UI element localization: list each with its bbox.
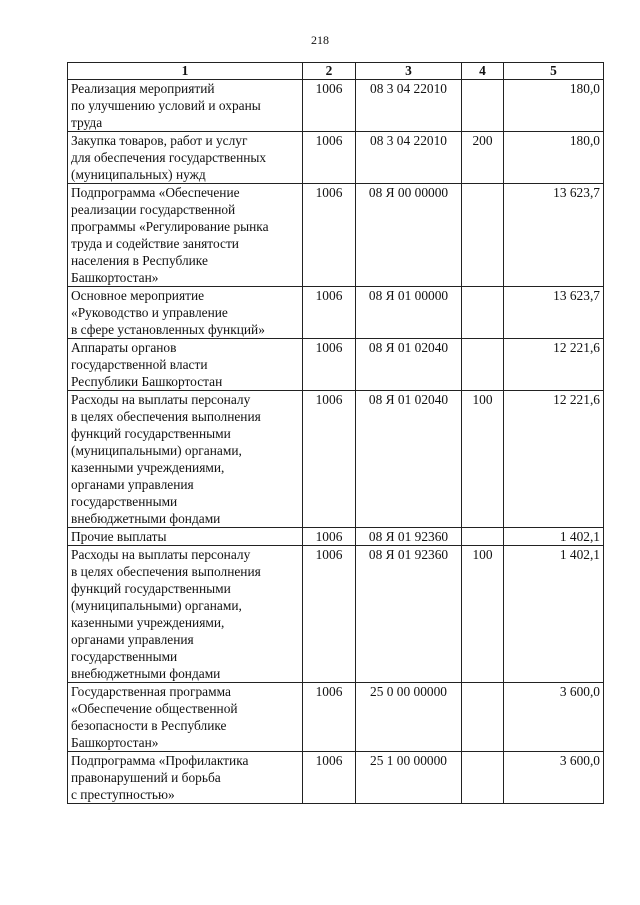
row-section-code: 1006 xyxy=(303,752,356,804)
row-target-code: 08 Я 01 92360 xyxy=(356,546,462,683)
row-target-code: 08 Я 01 02040 xyxy=(356,339,462,391)
row-expense-type xyxy=(462,80,504,132)
row-amount: 180,0 xyxy=(504,132,604,184)
row-name: Закупка товаров, работ и услуг для обеспечения государственных (муниципальных) нужд xyxy=(68,132,303,184)
row-name: Расходы на выплаты персоналу в целях обеспечения выполнения функций государственными (муниципальными) органами, казенными учреждениями, органами управления государственными внебюджетными фондами xyxy=(68,391,303,528)
row-target-code: 08 Я 01 92360 xyxy=(356,528,462,546)
row-name: Основное мероприятие «Руководство и управление в сфере установленных функций» xyxy=(68,287,303,339)
row-name: Аппараты органов государственной власти Республики Башкортостан xyxy=(68,339,303,391)
row-expense-type: 100 xyxy=(462,391,504,528)
row-amount: 3 600,0 xyxy=(504,752,604,804)
row-expense-type xyxy=(462,752,504,804)
column-header-2: 2 xyxy=(303,63,356,80)
table-row xyxy=(68,752,604,804)
row-expense-type: 200 xyxy=(462,132,504,184)
row-amount: 13 623,7 xyxy=(504,184,604,287)
row-section-code: 1006 xyxy=(303,80,356,132)
row-amount: 3 600,0 xyxy=(504,683,604,752)
row-target-code: 08 Я 00 00000 xyxy=(356,184,462,287)
row-expense-type: 100 xyxy=(462,546,504,683)
column-header-1: 1 xyxy=(68,63,303,80)
row-name: Реализация мероприятий по улучшению условий и охраны труда xyxy=(68,80,303,132)
row-target-code: 08 Я 01 02040 xyxy=(356,391,462,528)
table-row xyxy=(68,546,604,683)
row-target-code: 25 1 00 00000 xyxy=(356,752,462,804)
table-row xyxy=(68,132,604,184)
row-section-code: 1006 xyxy=(303,546,356,683)
row-name: Прочие выплаты xyxy=(68,528,303,546)
row-amount: 180,0 xyxy=(504,80,604,132)
row-name: Государственная программа «Обеспечение общественной безопасности в Республике Башкортостан» xyxy=(68,683,303,752)
table-row xyxy=(68,80,604,132)
budget-table xyxy=(67,62,604,804)
table-row xyxy=(68,683,604,752)
row-amount: 1 402,1 xyxy=(504,528,604,546)
row-expense-type xyxy=(462,528,504,546)
table-row xyxy=(68,391,604,528)
table-header-row xyxy=(68,63,604,80)
table-row xyxy=(68,339,604,391)
row-section-code: 1006 xyxy=(303,339,356,391)
row-target-code: 08 Я 01 00000 xyxy=(356,287,462,339)
row-section-code: 1006 xyxy=(303,132,356,184)
row-section-code: 1006 xyxy=(303,683,356,752)
row-name: Расходы на выплаты персоналу в целях обеспечения выполнения функций государственными (муниципальными) органами, казенными учреждениями, органами управления государственными внебюджетными фондами xyxy=(68,546,303,683)
row-amount: 13 623,7 xyxy=(504,287,604,339)
row-name: Подпрограмма «Обеспечение реализации государственной программы «Регулирование рынка труда и содействие занятости населения в Республике Башкортостан» xyxy=(68,184,303,287)
table-row xyxy=(68,184,604,287)
row-name: Подпрограмма «Профилактика правонарушений и борьба с преступностью» xyxy=(68,752,303,804)
row-amount: 12 221,6 xyxy=(504,339,604,391)
row-section-code: 1006 xyxy=(303,184,356,287)
table-row xyxy=(68,528,604,546)
page-number: 218 xyxy=(311,33,329,47)
row-section-code: 1006 xyxy=(303,391,356,528)
row-section-code: 1006 xyxy=(303,528,356,546)
row-expense-type xyxy=(462,184,504,287)
row-expense-type xyxy=(462,339,504,391)
row-amount: 1 402,1 xyxy=(504,546,604,683)
row-expense-type xyxy=(462,683,504,752)
row-target-code: 08 3 04 22010 xyxy=(356,80,462,132)
table-row xyxy=(68,287,604,339)
row-target-code: 08 3 04 22010 xyxy=(356,132,462,184)
row-expense-type xyxy=(462,287,504,339)
row-section-code: 1006 xyxy=(303,287,356,339)
column-header-5: 5 xyxy=(504,63,604,80)
row-target-code: 25 0 00 00000 xyxy=(356,683,462,752)
column-header-4: 4 xyxy=(462,63,504,80)
row-amount: 12 221,6 xyxy=(504,391,604,528)
column-header-3: 3 xyxy=(356,63,462,80)
